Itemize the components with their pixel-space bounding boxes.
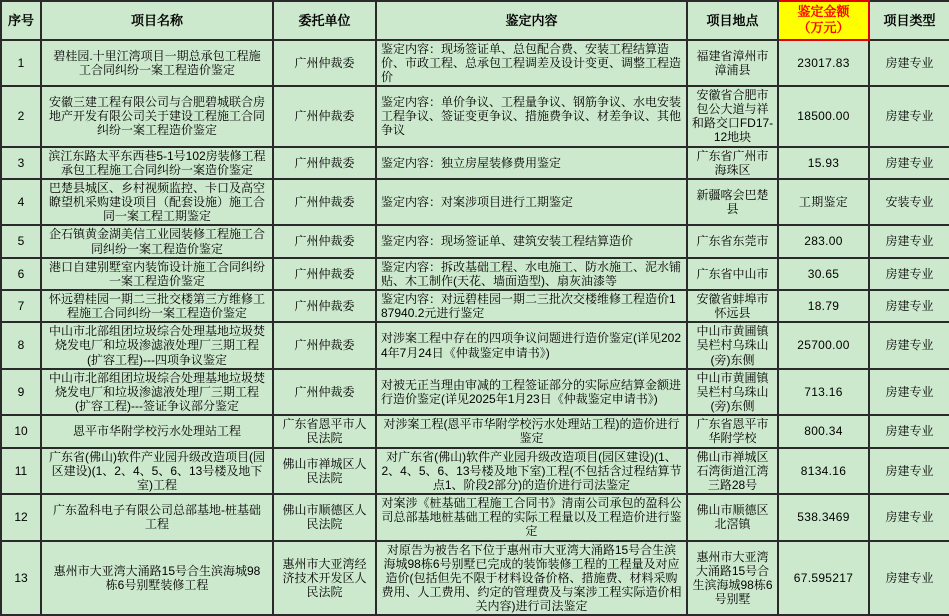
appraisal-content-cell: 鉴定内容：单价争议、工程量争议、钢筋争议、水电安装工程争议、签证变更争议、措施费争议、材差争议、其他争议: [376, 86, 687, 147]
project-location-cell: 中山市黄圃镇吴栏村乌珠山(旁)东侧: [687, 369, 778, 415]
project-location-cell: 惠州市大亚湾大涌路15号合生滨海城98栋6号别墅: [687, 541, 778, 616]
project-name-cell: 碧桂园.十里江湾项目一期总承包工程施工合同纠纷一案工程造价鉴定: [41, 40, 273, 86]
project-name-cell: 巴楚县城区、乡村视频监控、卡口及高空瞭望机采购建设项目（配套设施）施工合同一案工程工期鉴定: [41, 179, 273, 225]
project-type-cell: 房建专业: [869, 448, 949, 494]
project-type-cell: 房建专业: [869, 225, 949, 257]
project-location-cell: 佛山市禅城区石湾街道江湾三路28号: [687, 448, 778, 494]
table-header-row: [1, 1, 949, 40]
project-location-cell: 中山市黄圃镇吴栏村乌珠山(旁)东侧: [687, 322, 778, 368]
project-location-cell: 新疆喀会巴楚县: [687, 179, 778, 225]
table-row: [1, 179, 949, 225]
row-index: 6: [1, 258, 41, 290]
client-unit-cell: 佛山市顺德区人民法院: [273, 494, 376, 540]
project-type-cell: 房建专业: [869, 541, 949, 616]
row-index: 3: [1, 147, 41, 179]
client-unit-cell: 广州仲裁委: [273, 179, 376, 225]
client-unit-cell: 惠州市大亚湾经济技术开发区人民法院: [273, 541, 376, 616]
appraisal-amount-cell: 538.3469: [778, 494, 869, 540]
appraisal-amount-cell: 18.79: [778, 290, 869, 322]
appraisal-content-cell: 对案涉《桩基础工程施工合同书》清南公司承包的盈科公司总部基地桩基础工程的实际工程量以及工程造价进行鉴定: [376, 494, 687, 540]
appraisal-content-cell: 对广东省(佛山)软件产业园升级改造项目(园区建设)(1、2、4、5、6、13号楼及地下室)工程(不包括含过程结算节点1、阶段2部分)的造价进行司法鉴定: [376, 448, 687, 494]
appraisal-content-cell: 鉴定内容：独立房屋装修费用鉴定: [376, 147, 687, 179]
table-row: [1, 147, 949, 179]
appraisal-content-cell: 对原告为被告名下位于惠州市大亚湾大涌路15号合生滨海城98栋6号别墅已完成的装饰装修工程的工程量及对应造价(包括但先不限于材料设备价格、措施费、材料采购费用、人工费用、约定的管理费及与案涉工程实际造价相关内容)进行司法鉴定: [376, 541, 687, 616]
project-type-cell: 房建专业: [869, 258, 949, 290]
project-name-cell: 广东省(佛山)软件产业园升级改造项目(园区建设)(1、2、4、5、6、13号楼及地下室)工程: [41, 448, 273, 494]
header-project-location: 项目地点: [687, 1, 778, 40]
project-type-cell: 房建专业: [869, 290, 949, 322]
row-index: 12: [1, 494, 41, 540]
project-location-cell: 广东省广州市海珠区: [687, 147, 778, 179]
header-appraisal-amount: [778, 1, 869, 40]
row-index: 5: [1, 225, 41, 257]
appraisal-content-cell: 鉴定内容：拆改基础工程、水电施工、防水施工、泥水铺贴、木工制作(天花、墙面造型)、扇灰油漆等: [376, 258, 687, 290]
appraisal-amount-cell: 15.93: [778, 147, 869, 179]
row-index: 13: [1, 541, 41, 616]
client-unit-cell: 广州仲裁委: [273, 225, 376, 257]
table-row: [1, 541, 949, 616]
row-index: 4: [1, 179, 41, 225]
appraisal-amount-cell: 800.34: [778, 415, 869, 447]
row-index: 2: [1, 86, 41, 147]
project-type-cell: 房建专业: [869, 494, 949, 540]
appraisal-content-cell: 鉴定内容：对案涉项目进行工期鉴定: [376, 179, 687, 225]
table-row: [1, 448, 949, 494]
project-name-cell: 惠州市大亚湾大涌路15号合生滨海城98栋6号别墅装修工程: [41, 541, 273, 616]
project-name-cell: 恩平市华附学校污水处理站工程: [41, 415, 273, 447]
project-location-cell: 广东省恩平市华附学校: [687, 415, 778, 447]
row-index: 9: [1, 369, 41, 415]
project-location-cell: 广东省中山市: [687, 258, 778, 290]
appraisal-content-cell: 鉴定内容：现场签证单、建筑安装工程结算造价: [376, 225, 687, 257]
row-index: 8: [1, 322, 41, 368]
project-location-cell: 广东省东莞市: [687, 225, 778, 257]
project-name-cell: 港口自建别墅室内装饰设计施工合同纠纷一案工程造价鉴定: [41, 258, 273, 290]
project-name-cell: 中山市北部组团垃圾综合处理基地垃圾焚烧发电厂和垃圾渗滤液处理厂三期工程(扩容工程)---四项争议鉴定: [41, 322, 273, 368]
table-row: [1, 86, 949, 147]
project-type-cell: 安装专业: [869, 179, 949, 225]
appraisal-amount-cell: 713.16: [778, 369, 869, 415]
client-unit-cell: 广州仲裁委: [273, 369, 376, 415]
project-location-cell: 福建省漳州市漳浦县: [687, 40, 778, 86]
project-location-cell: 安徽省蚌埠市怀远县: [687, 290, 778, 322]
table-row: [1, 225, 949, 257]
appraisal-amount-cell: 67.595217: [778, 541, 869, 616]
header-index: 序号: [1, 1, 41, 40]
table-row: [1, 369, 949, 415]
appraisal-amount-cell: 283.00: [778, 225, 869, 257]
table-row: [1, 290, 949, 322]
project-name-cell: 中山市北部组团垃圾综合处理基地垃圾焚烧发电厂和垃圾渗滤液处理厂三期工程(扩容工程)---签证争议部分鉴定: [41, 369, 273, 415]
project-location-cell: 安徽省合肥市包公大道与祥和路交口FD17-12地块: [687, 86, 778, 147]
header-client-unit: 委托单位: [273, 1, 376, 40]
appraisal-content-cell: 鉴定内容：现场签证单、总包配合费、安装工程结算造价、市政工程、总承包工程调差及设计变更、调整工程造价: [376, 40, 687, 86]
project-name-cell: 广东盈科电子有限公司总部基地-桩基础工程: [41, 494, 273, 540]
client-unit-cell: 广州仲裁委: [273, 290, 376, 322]
project-name-cell: 滨江东路太平东西巷5-1号102房装修工程承包工程施工合同纠纷一案造价鉴定: [41, 147, 273, 179]
project-name-cell: 安徽三建工程有限公司与合肥碧城联合房地产开发有限公司关于建设工程施工合同纠纷一案工程造价鉴定: [41, 86, 273, 147]
client-unit-cell: 佛山市禅城区人民法院: [273, 448, 376, 494]
client-unit-cell: 广东省恩平市人民法院: [273, 415, 376, 447]
client-unit-cell: 广州仲裁委: [273, 258, 376, 290]
header-project-name: 项目名称: [41, 1, 273, 40]
project-name-cell: 企石镇黄金湖美信工业园装修工程施工合同纠纷一案工程造价鉴定: [41, 225, 273, 257]
row-index: 11: [1, 448, 41, 494]
appraisal-amount-cell: 25700.00: [778, 322, 869, 368]
appraisal-amount-cell: 23017.83: [778, 40, 869, 86]
table-body: [1, 40, 949, 616]
table-row: [1, 322, 949, 368]
client-unit-cell: 广州仲裁委: [273, 86, 376, 147]
appraisal-amount-cell: 工期鉴定: [778, 179, 869, 225]
client-unit-cell: 广州仲裁委: [273, 322, 376, 368]
appraisal-content-cell: 对涉案工程(恩平市华附学校污水处理站工程)的造价进行鉴定: [376, 415, 687, 447]
table-row: [1, 40, 949, 86]
table-row: [1, 258, 949, 290]
header-appraisal-content: 鉴定内容: [376, 1, 687, 40]
table-row: [1, 494, 949, 540]
row-index: 7: [1, 290, 41, 322]
project-type-cell: 房建专业: [869, 322, 949, 368]
appraisal-amount-cell: 18500.00: [778, 86, 869, 147]
appraisal-content-cell: 对涉案工程中存在的四项争议问题进行造价鉴定(详见2024年7月24日《仲裁鉴定申请书》): [376, 322, 687, 368]
header-amount-line2: （万元）: [797, 20, 850, 36]
appraisal-content-cell: 鉴定内容：对远碧桂园一期二三批次交楼维修工程造价187940.2元进行鉴定: [376, 290, 687, 322]
client-unit-cell: 广州仲裁委: [273, 147, 376, 179]
row-index: 1: [1, 40, 41, 86]
project-type-cell: 房建专业: [869, 369, 949, 415]
project-location-cell: 佛山市顺德区北滘镇: [687, 494, 778, 540]
row-index: 10: [1, 415, 41, 447]
project-name-cell: 怀远碧桂园一期二三批交楼第三方维修工程施工合同纠纷一案工程造价鉴定: [41, 290, 273, 322]
header-amount-line1: 鉴定金额: [797, 4, 850, 19]
appraisal-content-cell: 对被无正当理由审减的工程签证部分的实际应结算金额进行造价鉴定(详见2025年1月23日《仲裁鉴定申请书》): [376, 369, 687, 415]
project-type-cell: 房建专业: [869, 415, 949, 447]
project-type-cell: 房建专业: [869, 86, 949, 147]
appraisal-amount-cell: 30.65: [778, 258, 869, 290]
appraisal-amount-cell: 8134.16: [778, 448, 869, 494]
project-type-cell: 房建专业: [869, 147, 949, 179]
header-project-type: 项目类型: [869, 1, 949, 40]
table-row: [1, 415, 949, 447]
client-unit-cell: 广州仲裁委: [273, 40, 376, 86]
project-type-cell: 房建专业: [869, 40, 949, 86]
